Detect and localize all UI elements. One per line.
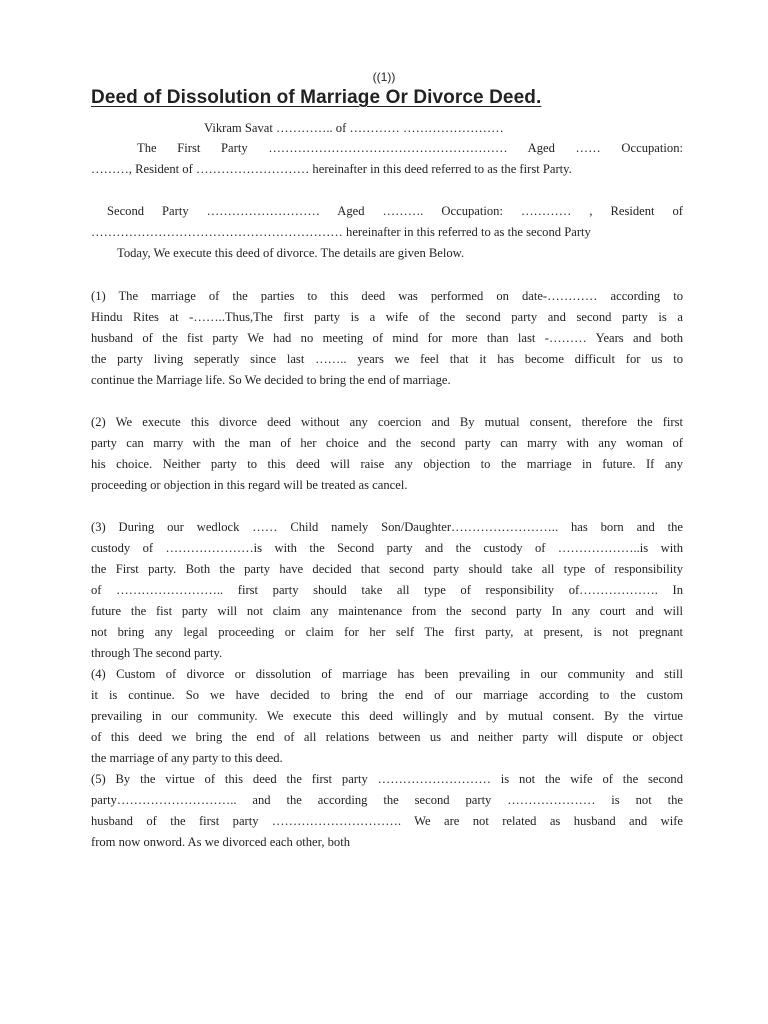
clause-5-line: from now onword. As we divorced each other, both [91,835,351,849]
second-party-resident-line: …………………………………………………… hereinafter in this referred to as the second Party [91,225,591,239]
clause-1-line: continue the Marriage life. So We decided to bring the end of marriage. [91,373,451,387]
clause-2-line: his choice. Neither party to this deed will raise any objection to the marriage in future. If any [91,457,683,471]
clause-4-line: prevailing in our community. We execute this deed willingly and by mutual consent. By the virtue [91,709,683,723]
clause-4-line: it is continue. So we have decided to bring the end of our marriage according to the custom [91,688,683,702]
clause-5-line: party……………………….. and the according the second party ………………… is not the [91,793,683,807]
first-party-line: The First Party ………………………………………………… Aged …… Occupation: [137,141,683,155]
deed-title: Deed of Dissolution of Marriage Or Divorce Deed. [91,87,542,108]
clause-5-line: husband of the first party …………………………. We are not related as husband and wife [91,814,683,828]
clause-1-line: husband of the fist party We had no meeting of mind for more than last -……… Years and both [91,331,683,345]
clause-4-line: (4) Custom of divorce or dissolution of marriage has been prevailing in our community and still [91,667,683,681]
clause-3-line: through The second party. [91,646,223,660]
clause-1-line: the party living seperatly since last …….. years we feel that it has become difficult for us to [91,352,683,366]
clause-2-line: (2) We execute this divorce deed without any coercion and By mutual consent, therefore the first [91,415,683,429]
clause-3-line: future the fist party will not claim any maintenance from the second party In any court and will [91,604,683,618]
page-number: ((1)) [372,70,396,84]
clause-3-line: (3) During our wedlock …… Child namely Son/Daughter…………………….. has born and the [91,520,683,534]
vikram-savat-line: Vikram Savat ………….. of ………… …………………… [204,121,504,135]
clause-3-line: of …………………….. first party should take all type of responsibility of………………. In [91,583,683,597]
clause-1-line: Hindu Rites at -……..Thus,The first party is a wife of the second party and second party is a [91,310,683,324]
second-party-line: Second Party ……………………… Aged ………. Occupation: ………… , Resident of [107,204,683,218]
first-party-resident-line: ………, Resident of ……………………… hereinafter in this deed referred to as the first Party. [91,162,572,176]
clause-4-line: the marriage of any party to this deed. [91,751,283,765]
execution-statement: Today, We execute this deed of divorce. The details are given Below. [117,246,465,260]
clause-1-line: (1) The marriage of the parties to this deed was performed on date-………… according to [91,289,683,303]
clause-3-line: custody of …………………is with the Second party and the custody of ………………..is with [91,541,683,555]
clause-2-line: party can marry with the man of her choice and the second party can marry with any woman of [91,436,683,450]
clause-2-line: proceeding or objection in this regard will be treated as cancel. [91,478,408,492]
clause-3-line: not bring any legal proceeding or claim for her self The first party, at present, is not pregnant [91,625,683,639]
clause-3-line: the First party. Both the party have decided that second party should take all type of responsibility [91,562,683,576]
clause-4-line: of this deed we bring the end of all relations between us and neither party will dispute or object [91,730,683,744]
clause-5-line: (5) By the virtue of this deed the first party ……………………… is not the wife of the second [91,772,683,786]
